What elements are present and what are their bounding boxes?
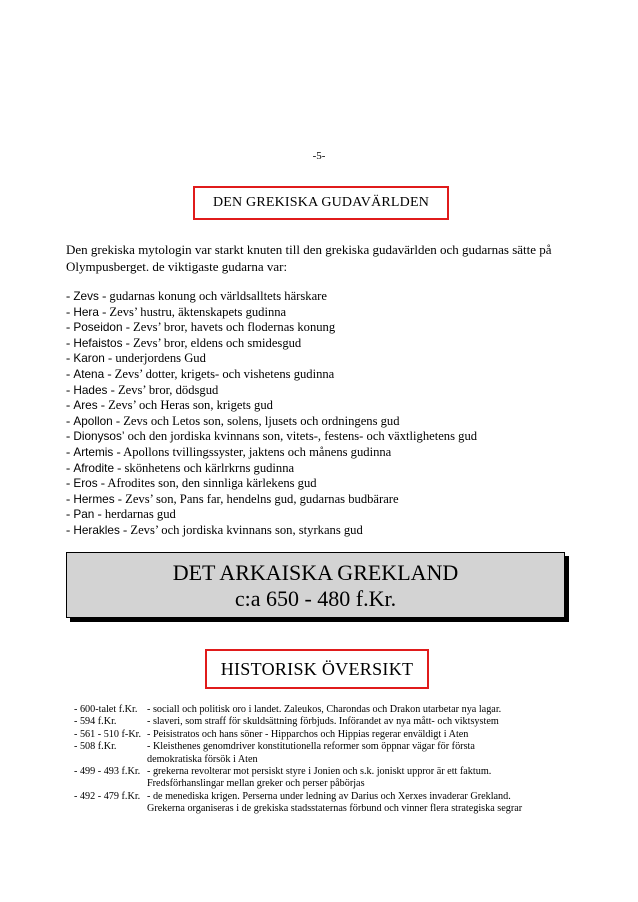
list-item: - Poseidon - Zevs’ bror, havets och flodernas konung [66,320,336,335]
timeline-text: - slaveri, som straff för skuldsättning förbjuds. Införandet av nya mått- och viktsystem [147,716,499,728]
section-heading-history: HISTORISK ÖVERSIKT [205,649,429,689]
list-item: - Afrodite - skönhetens och kärlrkrns gudinna [66,460,295,475]
list-item: - Atena - Zevs’ dotter, krigets- och vishetens gudinna [66,366,335,381]
list-item: - Hades - Zevs’ bror, dödsgud [66,382,219,397]
list-item: - Dionysos’ och den jordiska kvinnans son, vitets-, festens- och växtlighetens gud [66,429,478,444]
list-item: - Herakles - Zevs’ och jordiska kvinnans son, styrkans gud [66,522,363,537]
list-item: - Hera - Zevs’ hustru, äktenskapets gudinna [66,304,287,319]
timeline-entry [74,766,594,791]
timeline [74,704,594,816]
list-item: - Apollon - Zevs och Letos son, solens, ljusets och ordningens gud [66,413,400,428]
list-item: - Eros - Afrodites son, den sinnliga kärlekens gud [66,476,317,491]
list-item: - Karon - underjordens Gud [66,351,206,366]
list-item: - Hefaistos - Zevs’ bror, eldens och smidesgud [66,335,302,350]
timeline-date: - 594 f.Kr. [74,716,117,728]
page-number: -5- [312,150,326,162]
timeline-date: - 600-talet f.Kr. [74,704,138,715]
era-banner-dates: c:a 650 - 480 f.Kr. [234,586,397,611]
list-item: - Artemis - Apollons tvillingssyster, jaktens och månens gudinna [66,444,392,459]
timeline-text: - Kleisthenes genomdriver konstitutionella reformer som öppnar vägar för första [147,741,475,753]
timeline-entry [74,716,594,728]
list-item: - Pan - herdarnas gud [66,507,176,522]
list-item: - Zevs - gudarnas konung och världsalltets härskare [66,289,327,303]
timeline-continuation: Grekerna organiseras i de grekiska stadsstaternas förbund och vinner flera strategiska segrar [147,803,523,815]
list-item: - Ares - Zevs’ och Heras son, krigets gud [66,398,273,413]
timeline-entry [74,791,594,816]
timeline-entry [74,704,594,716]
era-banner [66,552,565,618]
timeline-text: - Peisistratos och hans söner - Hipparchos och Hippias regerar enväldigt i Aten [147,728,469,740]
timeline-entry [74,729,594,741]
section-heading-gods: DEN GREKISKA GUDAVÄRLDEN [193,186,449,220]
gods-list [66,289,586,539]
timeline-entry [74,741,594,766]
timeline-continuation: demokratiska försök i Aten [147,753,258,765]
timeline-continuation: Fredsförhanslingar mellan greker och perser påbörjas [147,778,365,790]
intro-paragraph: Den grekiska mytologin var starkt knuten till den grekiska gudavärlden och gudarnas sätte på Olympusberget. de viktigaste gudarna var: [66,242,552,274]
timeline-date: - 499 - 493 f.Kr. [74,766,141,778]
list-item: - Hermes - Zevs’ son, Pans far, hendelns gud, gudarnas budbärare [66,491,399,506]
timeline-date: - 561 - 510 f-Kr. [74,728,142,740]
timeline-text: - grekerna revolterar mot persiskt styre i Jonien och s.k. joniskt uppror är ett faktum. [147,766,492,778]
timeline-date: - 508 f.Kr. [74,741,117,753]
timeline-text: - de menediska krigen. Perserna under ledning av Darius och Xerxes invaderar Grekland. [147,790,511,802]
timeline-text: - sociall och politisk oro i landet. Zaleukos, Charondas och Drakon utarbetar nya lagar. [147,704,502,715]
timeline-date: - 492 - 479 f.Kr. [74,790,141,802]
era-banner-title: DET ARKAISKA GREKLAND [172,560,459,585]
